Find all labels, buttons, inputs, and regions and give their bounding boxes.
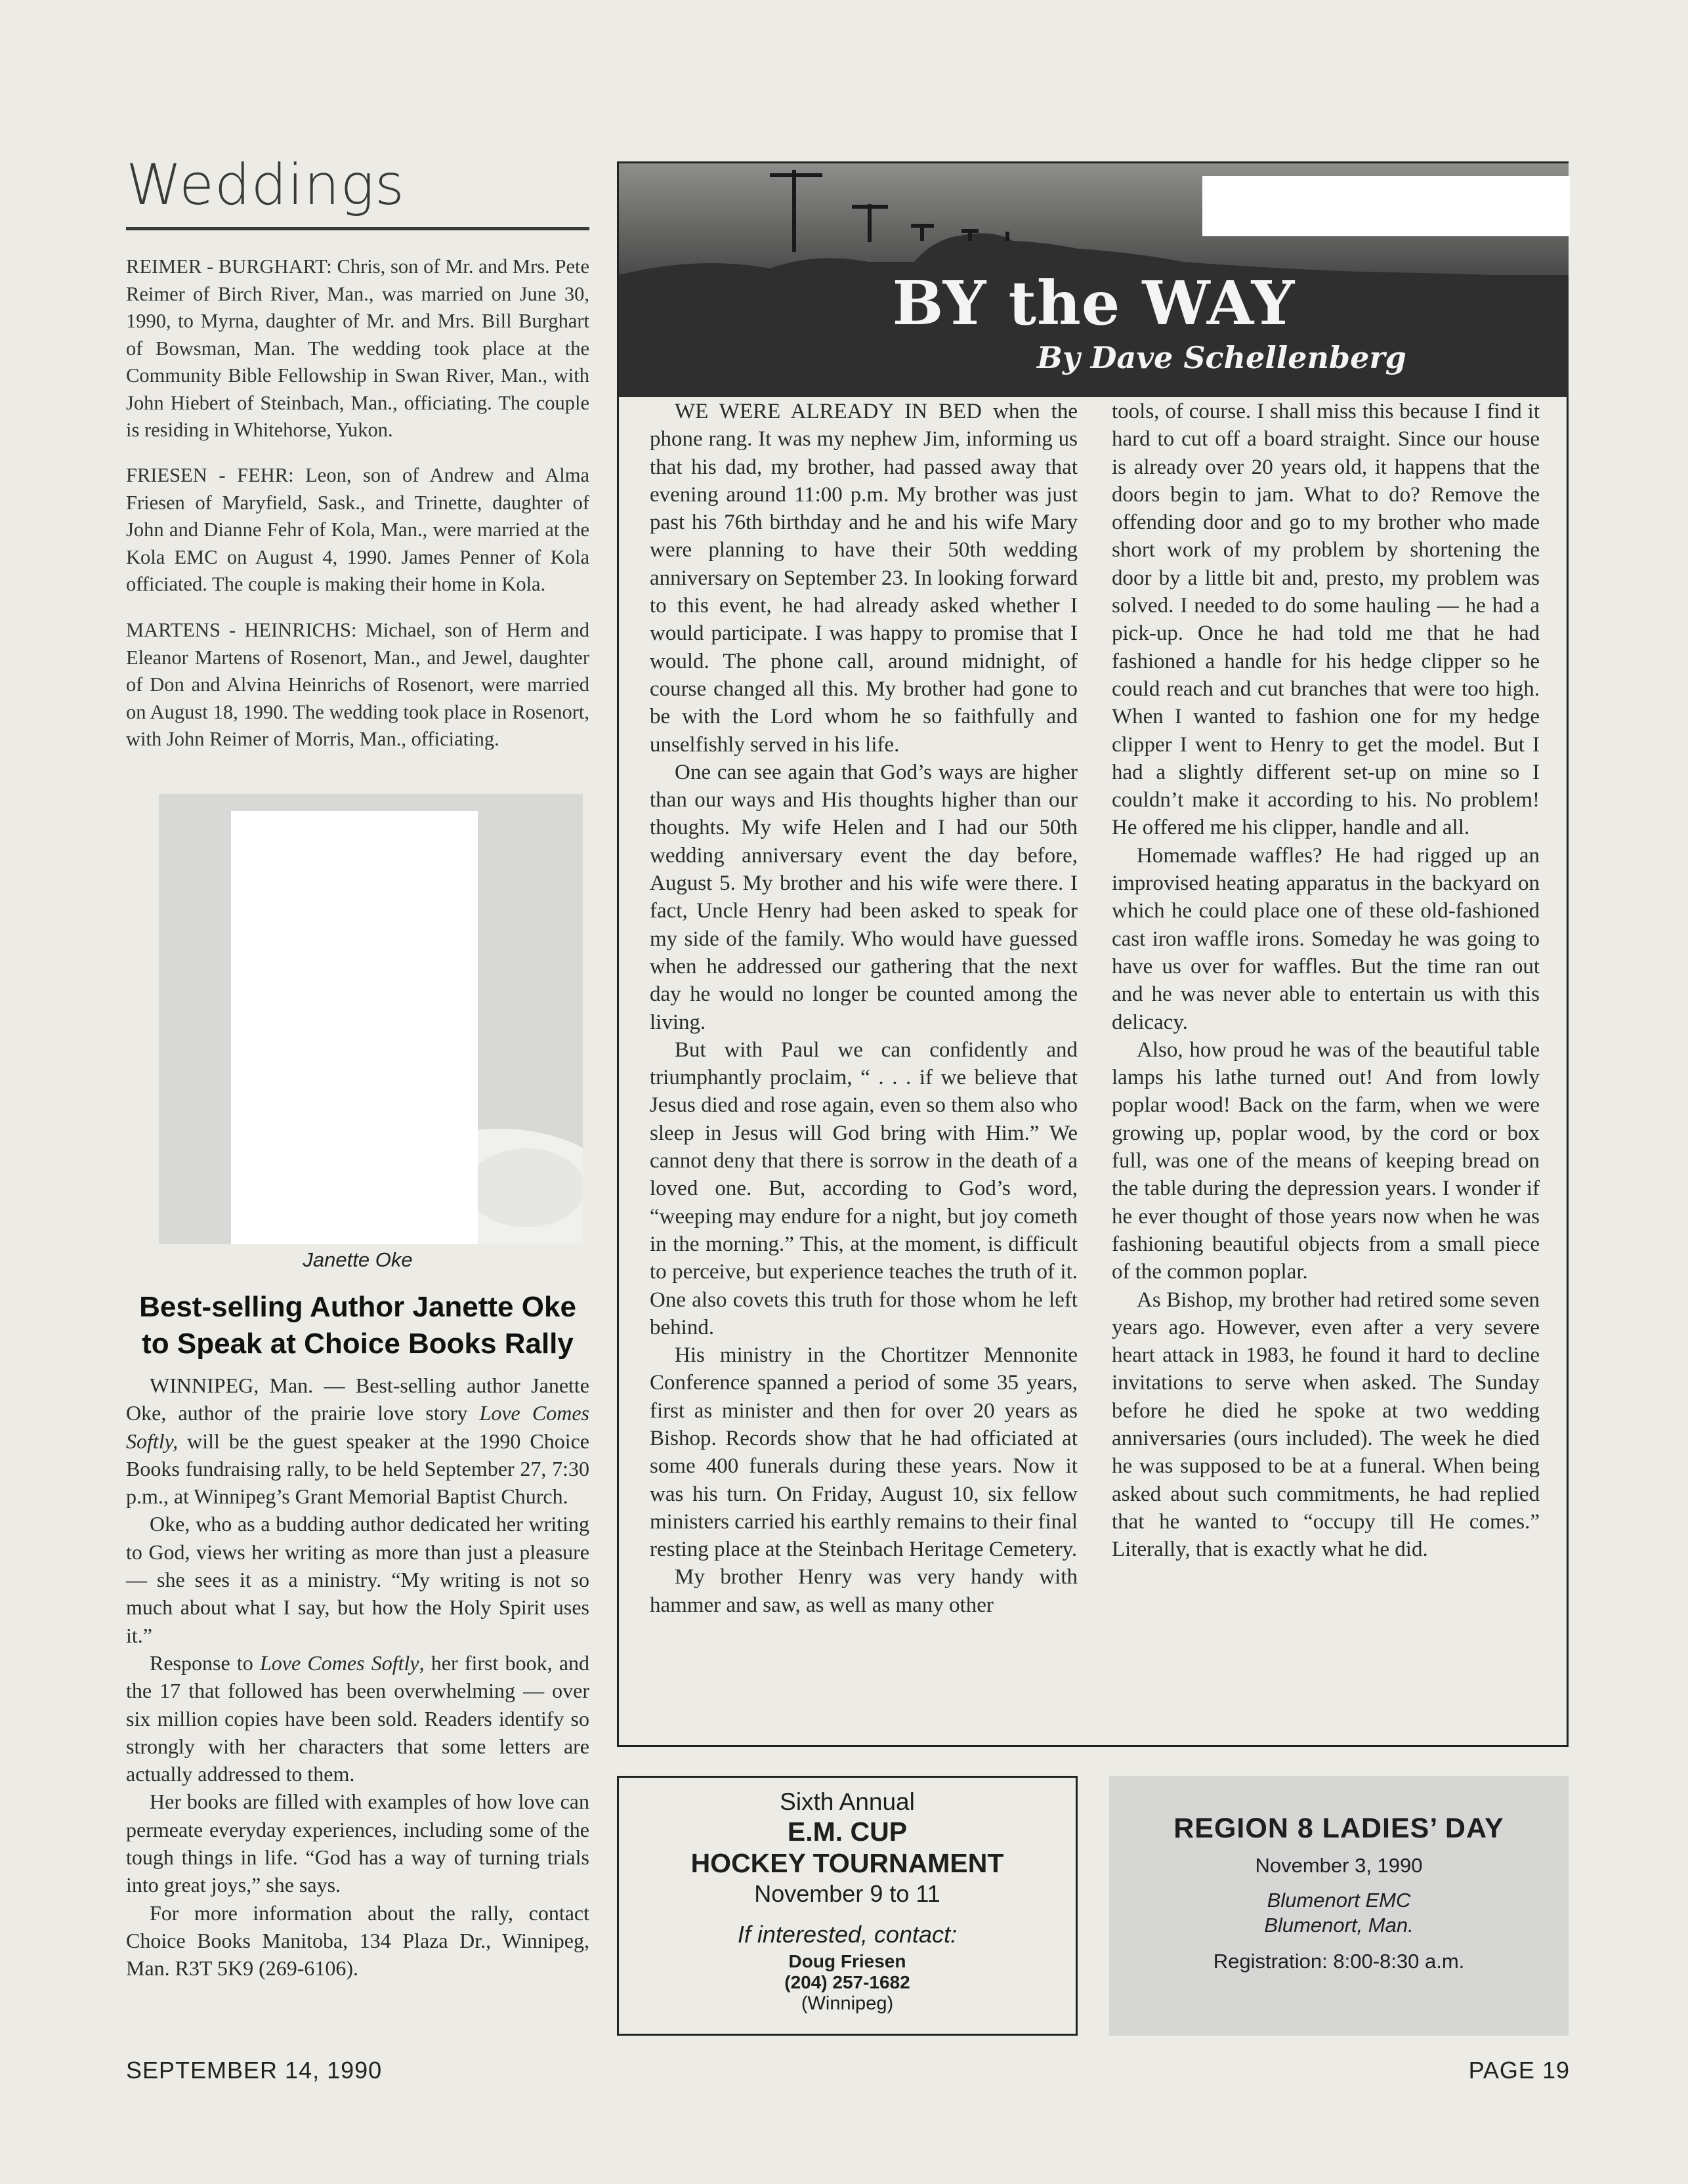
column-title: BY the WAY	[892, 268, 1296, 339]
ad-date: November 3, 1990	[1255, 1854, 1423, 1877]
issue-date: SEPTEMBER 14, 1990	[126, 2057, 383, 2084]
page-number: PAGE 19	[1468, 2057, 1570, 2084]
article-paragraph: But with Paul we can confidently and triumphantly proclaim, “ . . . if we believe that Jesus died and rose again, even so them also who sleep in Jesus will God bring with Him.” We cannot deny that there is sorrow in the death of a loved one. But, according to God’s word, “weeping may endure for a night, but joy cometh in the morning.” This, at the moment, is difficult to perceive, but experience teaches the truth of it. One also covets this truth for those whom he left behind.	[650, 1038, 1078, 1339]
weddings-heading: Weddings	[126, 152, 405, 218]
oke-article-body	[126, 1372, 589, 1983]
ladies-day-ad	[1109, 1776, 1569, 2036]
contact-city: (Winnipeg)	[801, 1993, 894, 2014]
wedding-entry: FRIESEN - FEHR: Leon, son of Andrew and Alma Friesen of Maryfield, Sask., and Trinette, daughter of John and Dianne Fehr of Kola, Man., were married at the Kola EMC on August 4, 1990. James Penner of Kola officiated. The couple is making their home in Kola.	[126, 464, 589, 595]
column-byline: By Dave Schellenberg	[1037, 340, 1406, 375]
article-headline: Best-selling Author Janette Oke to Speak at Choice Books Rally	[139, 1291, 576, 1360]
article-paragraph: As Bishop, my brother had retired some seven years ago. However, even after a very severe heart attack in 1983, he found it hard to decline invitations to serve when asked. The Sunday before he died he spoke at two wedding anniversaries (ours included). The week he died he was supposed to be at a funeral. When being asked about such commitments, he had replied that he wanted to “occupy till He comes.” Literally, that is exactly what he did.	[1112, 1288, 1540, 1562]
article-paragraph: Homemade waffles? He had rigged up an improvised heating apparatus in the backyard on which he could place one of these old-fashioned cast iron waffle irons. Someday he was going to have us over for waffles. But the time ran out and he was never able to entertain us with this delicacy.	[1112, 843, 1540, 1034]
article-paragraph	[126, 1649, 589, 1788]
contact-name: Doug Friesen	[788, 1951, 906, 1971]
text-run: Response to	[150, 1650, 260, 1675]
article-paragraph: Her books are filled with examples of how love can permeate everyday experiences, including some of the tough things in life. “God has a way of turning trials into great joys,” she says.	[126, 1790, 589, 1897]
book-title: Love Comes Softly	[259, 1650, 419, 1675]
article-paragraph: WE WERE ALREADY IN BED when the phone rang. It was my nephew Jim, informing us that his dad, my brother, had passed away that evening around 11:00 p.m. My brother was just past his 76th birthday and he and his wife Mary were planning to have their 50th wedding anniversary on September 23. In looking forward to this event, he had already asked whether I would participate. I was happy to promise that I would. The phone call, around midnight, of course changed all this. My brother had gone to be with the Lord whom he so faithfully and unselfishly served in his life.	[650, 400, 1078, 757]
article-paragraph: Also, how proud he was of the beautiful table lamps his lathe turned out! And from lowly poplar wood! Back on the farm, when we were growing up, poplar wood, by the cord or box full, was one of the means of keeping bread on the table during the depression years. I wonder if he ever thought of those years now when he was fashioning beautiful objects from a small piece of the common poplar.	[1112, 1038, 1540, 1284]
redacted-area	[231, 811, 478, 1244]
hockey-tournament-ad	[617, 1776, 1078, 2036]
book-title: Love Comes Softly,	[126, 1401, 590, 1453]
article-paragraph: His ministry in the Chortitzer Mennonite Conference spanned a period of some 35 years, first as minister and then for over 20 years as Bishop. Records show that he had officiated at some 400 funerals during these years. Now it was his turn. On Friday, August 10, six fellow ministers carried his earthly remains to their final resting place at the Steinbach Heritage Cemetery.	[650, 1343, 1078, 1562]
ad-title: REGION 8 LADIES’ DAY	[1173, 1813, 1504, 1844]
text-run: , her first book, and the 17 that followed has been overwhelming — over six million copies have been sold. Readers identify so strongly with her characters that some letters are actually addressed to them.	[126, 1650, 590, 1786]
article-paragraph: My brother Henry was very handy with hammer and saw, as well as many other	[650, 1565, 1078, 1617]
photo-caption: Janette Oke	[303, 1248, 413, 1271]
ad-venue	[1109, 1888, 1569, 1938]
article-paragraph: For more information about the rally, contact Choice Books Manitoba, 134 Plaza Dr., Winnipeg, Man. R3T 5K9 (269-6106).	[126, 1900, 589, 1981]
wedding-entry: REIMER - BURGHART: Chris, son of Mr. and Mrs. Pete Reimer of Birch River, Man., was married on June 30, 1990, to Myrna, daughter of Mr. and Mrs. Bill Burghart of Bowsman, Man. The wedding took place at the Community Bible Fellowship in Swan River, Man., with John Hiebert of Steinbach, Man., officiating. The couple is residing in Whitehorse, Yukon.	[126, 255, 589, 441]
ad-dates: November 9 to 11	[754, 1880, 940, 1907]
article-paragraph	[126, 1372, 589, 1510]
column-text-left	[650, 398, 1078, 1619]
ad-registration: Registration: 8:00-8:30 a.m.	[1213, 1950, 1465, 1973]
ad-line: Sixth Annual	[780, 1788, 915, 1815]
redacted-area	[1202, 176, 1570, 236]
wedding-entry: MARTENS - HEINRICHS: Michael, son of Herm and Eleanor Martens of Rosenort, Man., and Jewel, daughter of Don and Alvina Heinrichs of Rosenort, were married on August 18, 1990. The wedding took place in Rosenort, with John Reimer of Morris, Man., officiating.	[126, 619, 589, 750]
venue-name: Blumenort EMC	[1267, 1889, 1411, 1912]
text-run: WINNIPEG, Man. — Best-selling author Janette Oke, author of the prairie love story	[126, 1374, 589, 1425]
contact-phone: (204) 257-1682	[784, 1972, 910, 1992]
venue-city: Blumenort, Man.	[1264, 1914, 1414, 1937]
ad-title: HOCKEY TOURNAMENT	[690, 1848, 1004, 1878]
heading-rule	[126, 227, 589, 230]
article-paragraph: Oke, who as a budding author dedicated her writing to God, views her writing as more than just a pleasure — she sees it as a ministry. “My writing is not so much about what I say, but how the Holy Spirit uses it.”	[126, 1512, 589, 1647]
ad-contact-label: If interested, contact:	[737, 1921, 958, 1948]
article-paragraph: tools, of course. I shall miss this because I find it hard to cut off a board straight. Since our house is already over 20 years old, it happens that the doors begin to jam. What to do? Remove the offending door and go to my brother who made short work of my problem by shortening the door by a little bit and, presto, my problem was solved. I needed to do some hauling — he had a pick-up. Once he had told me that he had fashioned a handle for his hedge clipper so he could reach and cut branches that were too high. When I wanted to fashion one for my hedge clipper I went to Henry to get the model. But I had a slightly different set-up on mine so I couldn’t make it according to his. No problem! He offered me his clipper, handle and all.	[1112, 400, 1540, 840]
ad-title: E.M. CUP	[787, 1816, 908, 1847]
text-run: will be the guest speaker at the 1990 Choice Books fundraising rally, to be held September 27, 7:30 p.m., at Winnipeg’s Grant Memorial Baptist Church.	[126, 1429, 589, 1509]
column-text-right	[1112, 398, 1540, 1563]
article-paragraph: One can see again that God’s ways are higher than our ways and His thoughts higher than our thoughts. My wife Helen and I had our 50th wedding anniversary event the day before, August 5. My brother and his wife were there. I fact, Uncle Henry had been asked to speak for my side of the family. Who would have guessed when he addressed our gathering that the next day he would no longer be counted among the living.	[650, 760, 1078, 1034]
